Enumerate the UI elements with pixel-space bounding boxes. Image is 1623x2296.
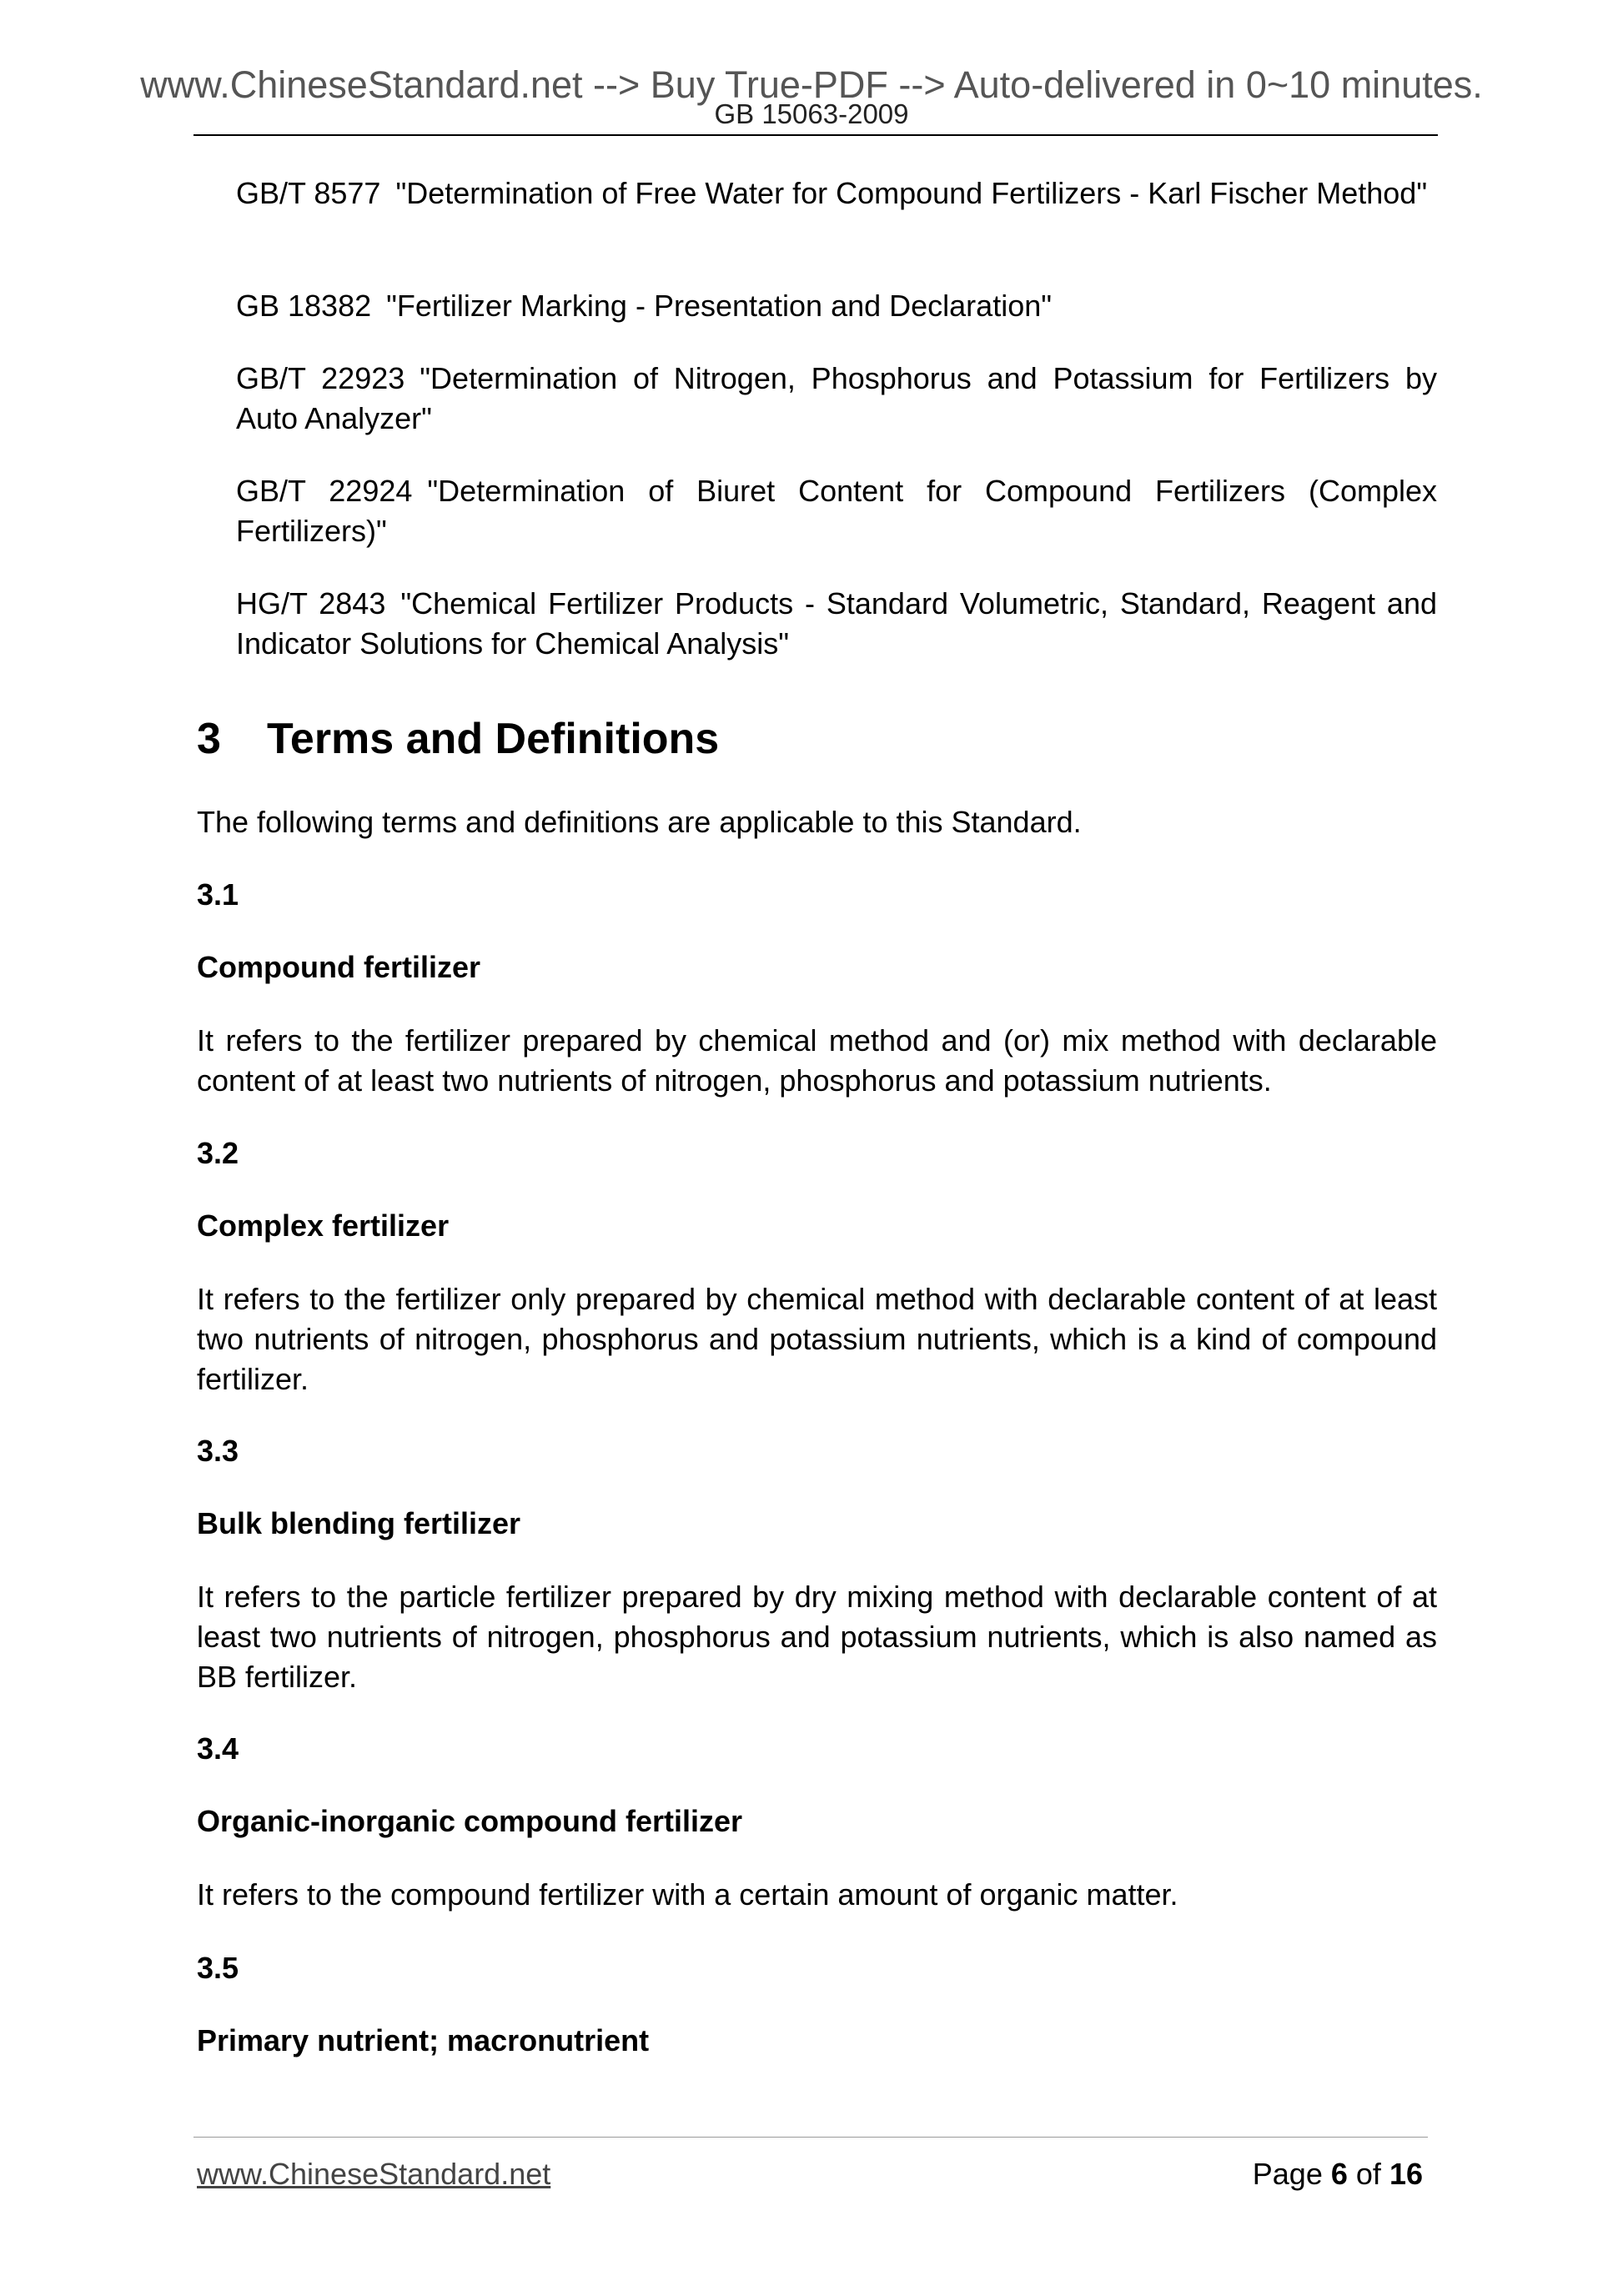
standard-code: GB 15063-2009 [714,98,909,129]
term-name: Compound fertilizer [197,950,480,984]
term-definition: It refers to the fertilizer prepared by chemical method and (or) mix method with declarable content of at least two nutrients of nitrogen, phosphorus and potassium nutrients. [197,1023,1437,1098]
section-heading [197,714,719,764]
section-intro: The following terms and definitions are applicable to this Standard. [197,805,1082,839]
term-number: 3.5 [197,1951,239,1985]
reference-title: "Fertilizer Marking - Presentation and Declaration" [386,289,1053,323]
footer-divider [193,2137,1428,2138]
reference-code: GB 18382 [236,289,372,323]
term-number: 3.3 [197,1434,239,1468]
reference-gbt-8577 [236,173,1437,214]
reference-gbt-22923 [236,359,1437,439]
reference-code: GB/T 22924 [236,474,413,508]
reference-title: "Chemical Fertilizer Products - Standard Volumetric, Standard, Reagent and Indicator Solutions for Chemical Analysis" [236,586,1437,661]
reference-gb-18382 [236,286,1437,326]
reference-title: "Determination of Free Water for Compound Fertilizers - Karl Fischer Method" [395,176,1428,210]
term-number: 3.4 [197,1731,239,1766]
term-number: 3.1 [197,877,239,912]
reference-code: HG/T 2843 [236,586,386,620]
term-definition: It refers to the fertilizer only prepared by chemical method with declarable content of at least two nutrients of nitrogen, phosphorus and potassium nutrients, which is a kind of compound fertilizer. [197,1282,1437,1396]
term-name: Organic-inorganic compound fertilizer [197,1804,743,1838]
page-current: 6 [1330,2157,1348,2191]
reference-title: "Determination of Biuret Content for Compound Fertilizers (Complex Fertilizers)" [236,474,1437,548]
reference-hgt-2843 [236,584,1437,664]
reference-code: GB/T 8577 [236,176,381,210]
watermark-banner: www.ChineseStandard.net --> Buy True-PDF --> Auto-delivered in 0~10 minutes. [140,63,1483,106]
page-prefix: Page [1252,2157,1323,2191]
term-name: Bulk blending fertilizer [197,1506,521,1540]
reference-code: GB/T 22923 [236,361,405,395]
reference-gbt-22924 [236,471,1437,551]
term-definition: It refers to the compound fertilizer with a certain amount of organic matter. [197,1877,1178,1912]
term-number: 3.2 [197,1136,239,1170]
term-definition: It refers to the particle fertilizer prepared by dry mixing method with declarable content of at least two nutrients of nitrogen, phosphorus and potassium nutrients, which is also named as BB fertilizer. [197,1580,1437,1694]
section-title: Terms and Definitions [267,715,720,763]
term-name: Complex fertilizer [197,1208,450,1243]
term-name: Primary nutrient; macronutrient [197,2023,650,2057]
page-of: of [1355,2157,1381,2191]
section-number: 3 [197,715,221,763]
footer-site-link[interactable]: www.ChineseStandard.net [197,2157,551,2191]
reference-title: "Determination of Nitrogen, Phosphorus and Potassium for Fertilizers by Auto Analyzer" [236,361,1438,435]
header-divider [193,134,1438,136]
page-indicator [1253,2157,1423,2192]
page-total: 16 [1389,2157,1423,2191]
